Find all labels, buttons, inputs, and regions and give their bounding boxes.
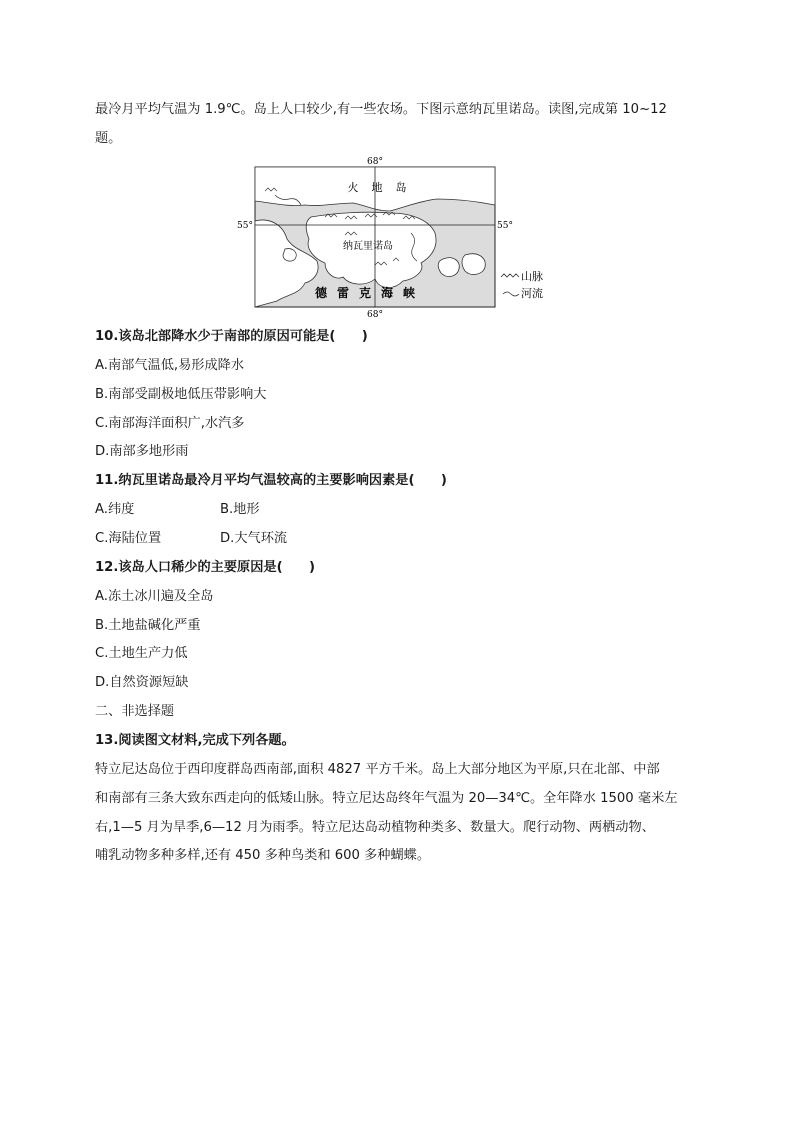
q12-option-a: A.冻土冰川遍及全岛 — [95, 589, 214, 604]
small-island-1 — [438, 258, 459, 277]
section-heading: 二、非选择题 — [95, 704, 175, 719]
q10-option-a: A.南部气温低,易形成降水 — [95, 358, 245, 373]
strait-char-5: 峡 — [402, 286, 416, 300]
strait-char-2: 雷 — [336, 286, 350, 300]
q13-stem: 13.阅读图文材料,完成下列各题。 — [95, 733, 295, 748]
q11-option-b: B.地形 — [220, 502, 260, 517]
q13-material-line-3: 右,1—5 月为旱季,6—12 月为雨季。特立尼达岛动植物种类多、数量大。爬行动物、两栖动物、 — [95, 820, 655, 835]
legend-river-icon — [503, 292, 519, 296]
small-island-2 — [462, 254, 485, 275]
fire-island-char-1: 火 — [347, 181, 359, 194]
q13-material-line-1: 特立尼达岛位于西印度群岛西南部,面积 4827 平方千米。岛上大部分地区为平原,只在北部、中部 — [95, 762, 660, 777]
q11-option-a: A.纬度 — [95, 502, 135, 517]
q11-option-d: D.大气环流 — [220, 531, 288, 546]
legend-mountain-icon — [501, 274, 519, 277]
navarino-map — [225, 155, 565, 320]
q10-option-b: B.南部受副极地低压带影响大 — [95, 387, 267, 402]
q12-option-c: C.土地生产力低 — [95, 646, 188, 661]
lon-top-label: 68° — [367, 157, 383, 167]
q12-option-b: B.土地盐碱化严重 — [95, 618, 201, 633]
q10-option-c: C.南部海洋面积广,水汽多 — [95, 416, 245, 431]
fire-island-char-2: 地 — [371, 181, 383, 194]
navarino-label: 纳瓦里诺岛 — [343, 241, 393, 252]
q10-option-d: D.南部多地形雨 — [95, 444, 189, 459]
legend-mountain-label: 山脉 — [521, 270, 543, 283]
q13-material-line-2: 和南部有三条大致东西走向的低矮山脉。特立尼达岛终年气温为 20—34℃。全年降水 1500 毫米左 — [95, 791, 678, 806]
strait-char-1: 德 — [314, 286, 328, 300]
q10-stem: 10.该岛北部降水少于南部的原因可能是( ) — [95, 329, 368, 344]
strait-char-4: 海 — [380, 286, 394, 300]
q12-option-d: D.自然资源短缺 — [95, 675, 189, 690]
lon-bottom-label: 68° — [367, 310, 383, 320]
legend-river-label: 河流 — [521, 287, 543, 300]
lat-left-label: 55° — [237, 221, 253, 231]
fire-island-char-3: 岛 — [395, 181, 407, 194]
intro-line-2: 题。 — [95, 131, 122, 146]
strait-char-3: 克 — [358, 286, 372, 300]
small-island-3 — [283, 249, 296, 261]
intro-line-1: 最冷月平均气温为 1.9℃。岛上人口较少,有一些农场。下图示意纳瓦里诺岛。读图,完成第 10~12 — [95, 102, 667, 117]
q13-material-line-4: 哺乳动物多种多样,还有 450 多种鸟类和 600 多种蝴蝶。 — [95, 848, 431, 863]
q12-stem: 12.该岛人口稀少的主要原因是( ) — [95, 560, 316, 575]
lat-right-label: 55° — [497, 221, 513, 231]
q11-stem: 11.纳瓦里诺岛最冷月平均气温较高的主要影响因素是( ) — [95, 473, 447, 488]
q11-option-c: C.海陆位置 — [95, 531, 162, 546]
